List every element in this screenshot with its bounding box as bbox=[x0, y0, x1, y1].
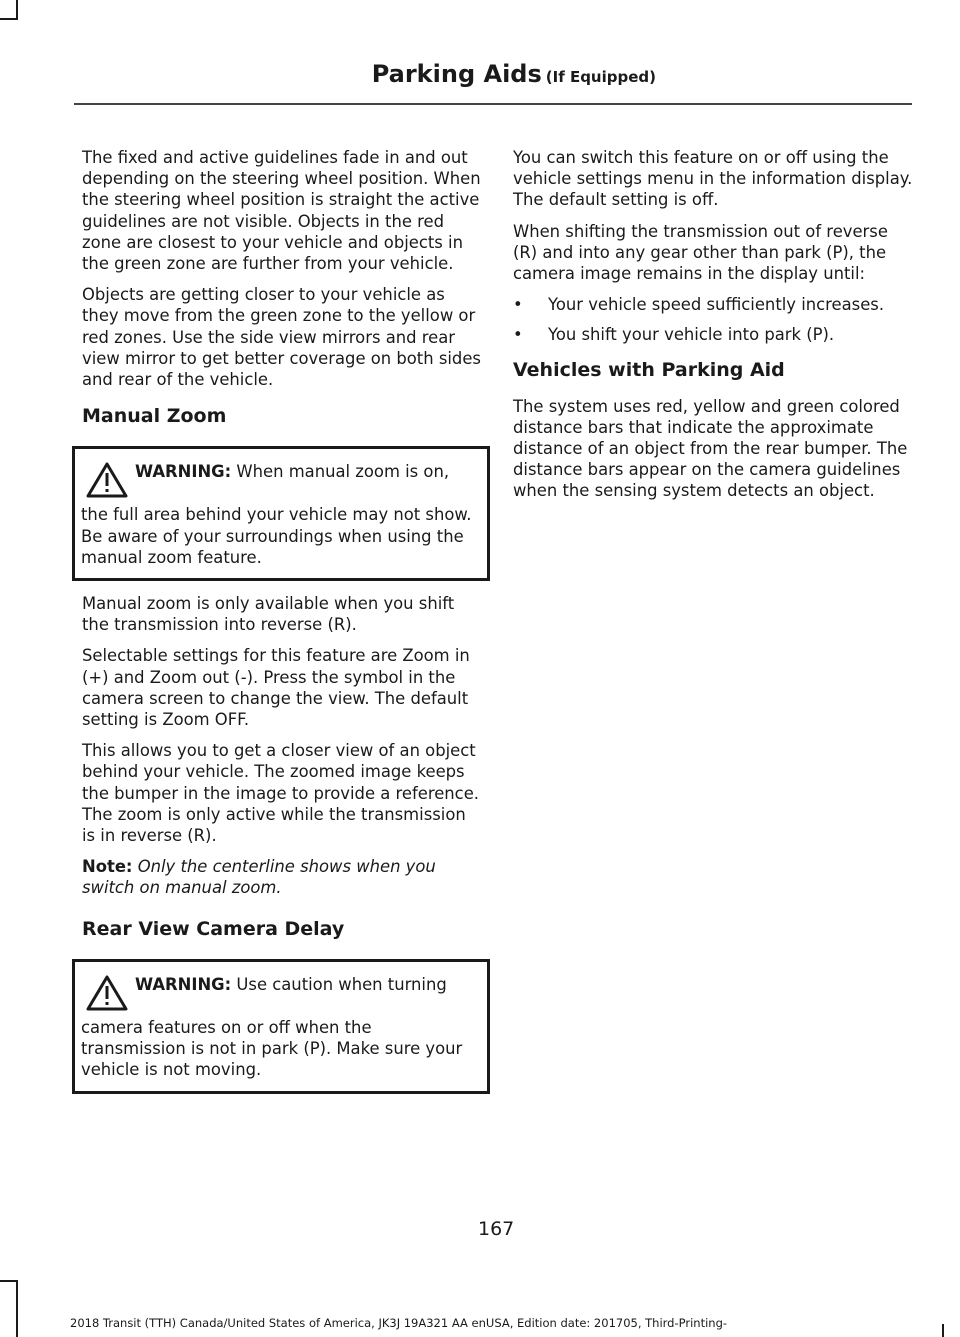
warning-text: Use caution when turning camera features on or off when the transmission is not in park (P). Make sure your vehicle is not moving. bbox=[81, 974, 463, 1080]
list-item-text: You shift your vehicle into park (P). bbox=[548, 325, 835, 345]
bullet-list bbox=[513, 294, 913, 345]
warning-text: When manual zoom is on, the full area behind your vehicle may not show. Be aware of your surroundings when using the manual zoom feature. bbox=[81, 462, 472, 567]
warning-label: WARNING: bbox=[135, 974, 232, 994]
list-item bbox=[513, 294, 913, 315]
paragraph-feature-toggle: You can switch this feature on or off using the vehicle settings menu in the information display. The default setting is off. bbox=[513, 148, 913, 210]
paragraph-guidelines: The fixed and active guidelines fade in and out depending on the steering wheel position. When the steering wheel position is straight the active guidelines are not visible. Objects in the red zone are closest to your vehicle and objects in the green zone are further from your vehicle. bbox=[82, 148, 481, 274]
warning-box-camera-delay bbox=[72, 959, 490, 1094]
paragraph-distance-bars: The system uses red, yellow and green colored distance bars that indicate the approximate distance of an object from the rear bumper. The distance bars appear on the camera guidelines when the sensing system detects an object. bbox=[513, 396, 908, 501]
list-item-text: Your vehicle speed sufficiently increases. bbox=[548, 295, 885, 315]
header-divider bbox=[74, 103, 912, 105]
warning-label: WARNING: bbox=[135, 462, 232, 482]
crop-mark-bottom-left-h bbox=[0, 1280, 18, 1282]
heading-manual-zoom: Manual Zoom bbox=[82, 405, 227, 428]
paragraph-zoom-settings: Selectable settings for this feature are Zoom in (+) and Zoom out (-). Press the symbol in the camera screen to change the view. The default setting is Zoom OFF. bbox=[82, 646, 470, 730]
section-title: Parking Aids bbox=[371, 60, 542, 88]
left-column bbox=[82, 147, 482, 1106]
note-label: Note: bbox=[82, 857, 133, 877]
warning-triangle-icon bbox=[85, 461, 129, 504]
note bbox=[82, 856, 482, 898]
bullet-glyph: • bbox=[513, 325, 523, 345]
paragraph-shifting: When shifting the transmission out of reverse (R) and into any gear other than park (P), the camera image remains in the display until: bbox=[513, 221, 888, 284]
heading-parking-aid: Vehicles with Parking Aid bbox=[513, 358, 785, 381]
section-subtitle: (If Equipped) bbox=[545, 68, 656, 86]
heading-camera-delay: Rear View Camera Delay bbox=[82, 917, 345, 940]
list-item bbox=[513, 324, 913, 345]
paragraph-objects-closer: Objects are getting closer to your vehicle as they move from the green zone to the yellow or red zones. Use the side view mirrors and rear view mirror to get better coverage on both sides and rear of the vehicle. bbox=[82, 285, 481, 390]
warning-box-manual-zoom bbox=[72, 446, 490, 581]
crop-mark-top-left-h bbox=[0, 18, 18, 20]
paragraph-zoom-availability: Manual zoom is only available when you shift the transmission into reverse (R). bbox=[82, 594, 455, 635]
footer-edition: 2018 Transit (TTH) Canada/United States of America, JK3J 19A321 AA enUSA, Edition date: 201705, Third-Printing- bbox=[70, 1316, 728, 1330]
paragraph-zoom-explanation: This allows you to get a closer view of an object behind your vehicle. The zoomed image keeps the bumper in the image to provide a reference. The zoom is only active while the transmission is in reverse (R). bbox=[82, 741, 479, 846]
right-column bbox=[513, 147, 913, 512]
note-text: Only the centerline shows when you switch on manual zoom. bbox=[82, 857, 436, 898]
crop-mark-top-left bbox=[16, 0, 18, 20]
page-number: 167 bbox=[478, 1218, 515, 1240]
crop-mark-bottom-right bbox=[942, 1324, 944, 1337]
bullet-glyph: • bbox=[513, 295, 523, 315]
crop-mark-bottom-left bbox=[16, 1280, 18, 1337]
warning-triangle-icon bbox=[85, 974, 129, 1017]
page-header-title bbox=[372, 60, 656, 88]
